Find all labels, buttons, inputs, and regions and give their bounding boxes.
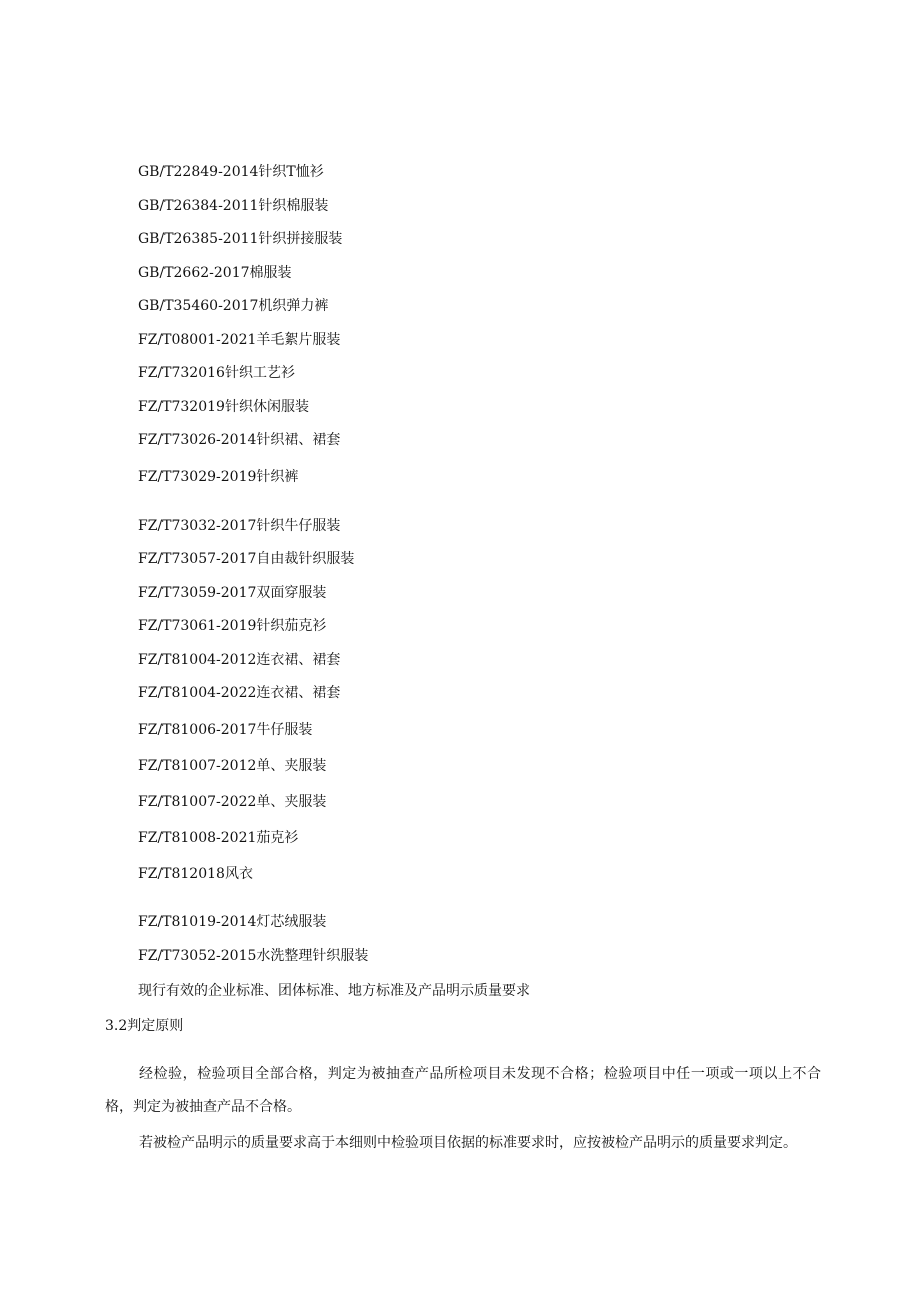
- standard-item: FZ/T73032-2017针织牛仔服装: [138, 518, 341, 534]
- standard-item: GB/T2662-2017棉服装: [138, 265, 292, 281]
- standard-item: FZ/T81019-2014灯芯绒服装: [138, 914, 327, 930]
- standard-item: FZ/T732019针织休闲服装: [138, 399, 309, 415]
- judgment-paragraph: 经检验，检验项目全部合格，判定为被抽查产品所检项目未发现不合格；检验项目中任一项或一项以上不合格，判定为被抽查产品不合格。: [105, 1066, 821, 1115]
- section-heading: 3.2判定原则: [105, 1018, 184, 1034]
- standard-item: FZ/T81007-2012单、夹服装: [138, 758, 327, 774]
- standard-item: FZ/T81006-2017牛仔服装: [138, 722, 313, 738]
- standard-item: GB/T26384-2011针织棉服装: [138, 198, 329, 214]
- standard-item: FZ/T812018风衣: [138, 866, 253, 882]
- standard-item: FZ/T73029-2019针织裤: [138, 469, 299, 485]
- judgment-paragraph: 若被检产品明示的质量要求高于本细则中检验项目依据的标准要求时，应按被检产品明示的质量要求判定。: [139, 1135, 797, 1151]
- standard-item: FZ/T73061-2019针织茄克衫: [138, 618, 327, 634]
- standard-item: FZ/T73059-2017双面穿服装: [138, 585, 327, 601]
- standard-item: FZ/T81004-2012连衣裙、裙套: [138, 652, 341, 668]
- standard-item: FZ/T73026-2014针织裙、裙套: [138, 432, 341, 448]
- standard-item: FZ/T81008-2021茄克衫: [138, 830, 299, 846]
- standard-item: FZ/T81004-2022连衣裙、裙套: [138, 685, 341, 701]
- standard-item: GB/T22849-2014针织T恤衫: [138, 164, 324, 180]
- standard-item: FZ/T732016针织工艺衫: [138, 365, 295, 381]
- standard-item: GB/T26385-2011针织拼接服装: [138, 231, 343, 247]
- standard-item: FZ/T73057-2017自由裁针织服装: [138, 551, 355, 567]
- standard-item: FZ/T81007-2022单、夹服装: [138, 794, 327, 810]
- standard-item: GB/T35460-2017机织弹力裤: [138, 298, 329, 314]
- standard-item: FZ/T08001-2021羊毛絮片服装: [138, 332, 341, 348]
- standard-item: FZ/T73052-2015水洗整理针织服装: [138, 948, 369, 964]
- standard-item: 现行有效的企业标准、团体标准、地方标准及产品明示质量要求: [138, 983, 530, 999]
